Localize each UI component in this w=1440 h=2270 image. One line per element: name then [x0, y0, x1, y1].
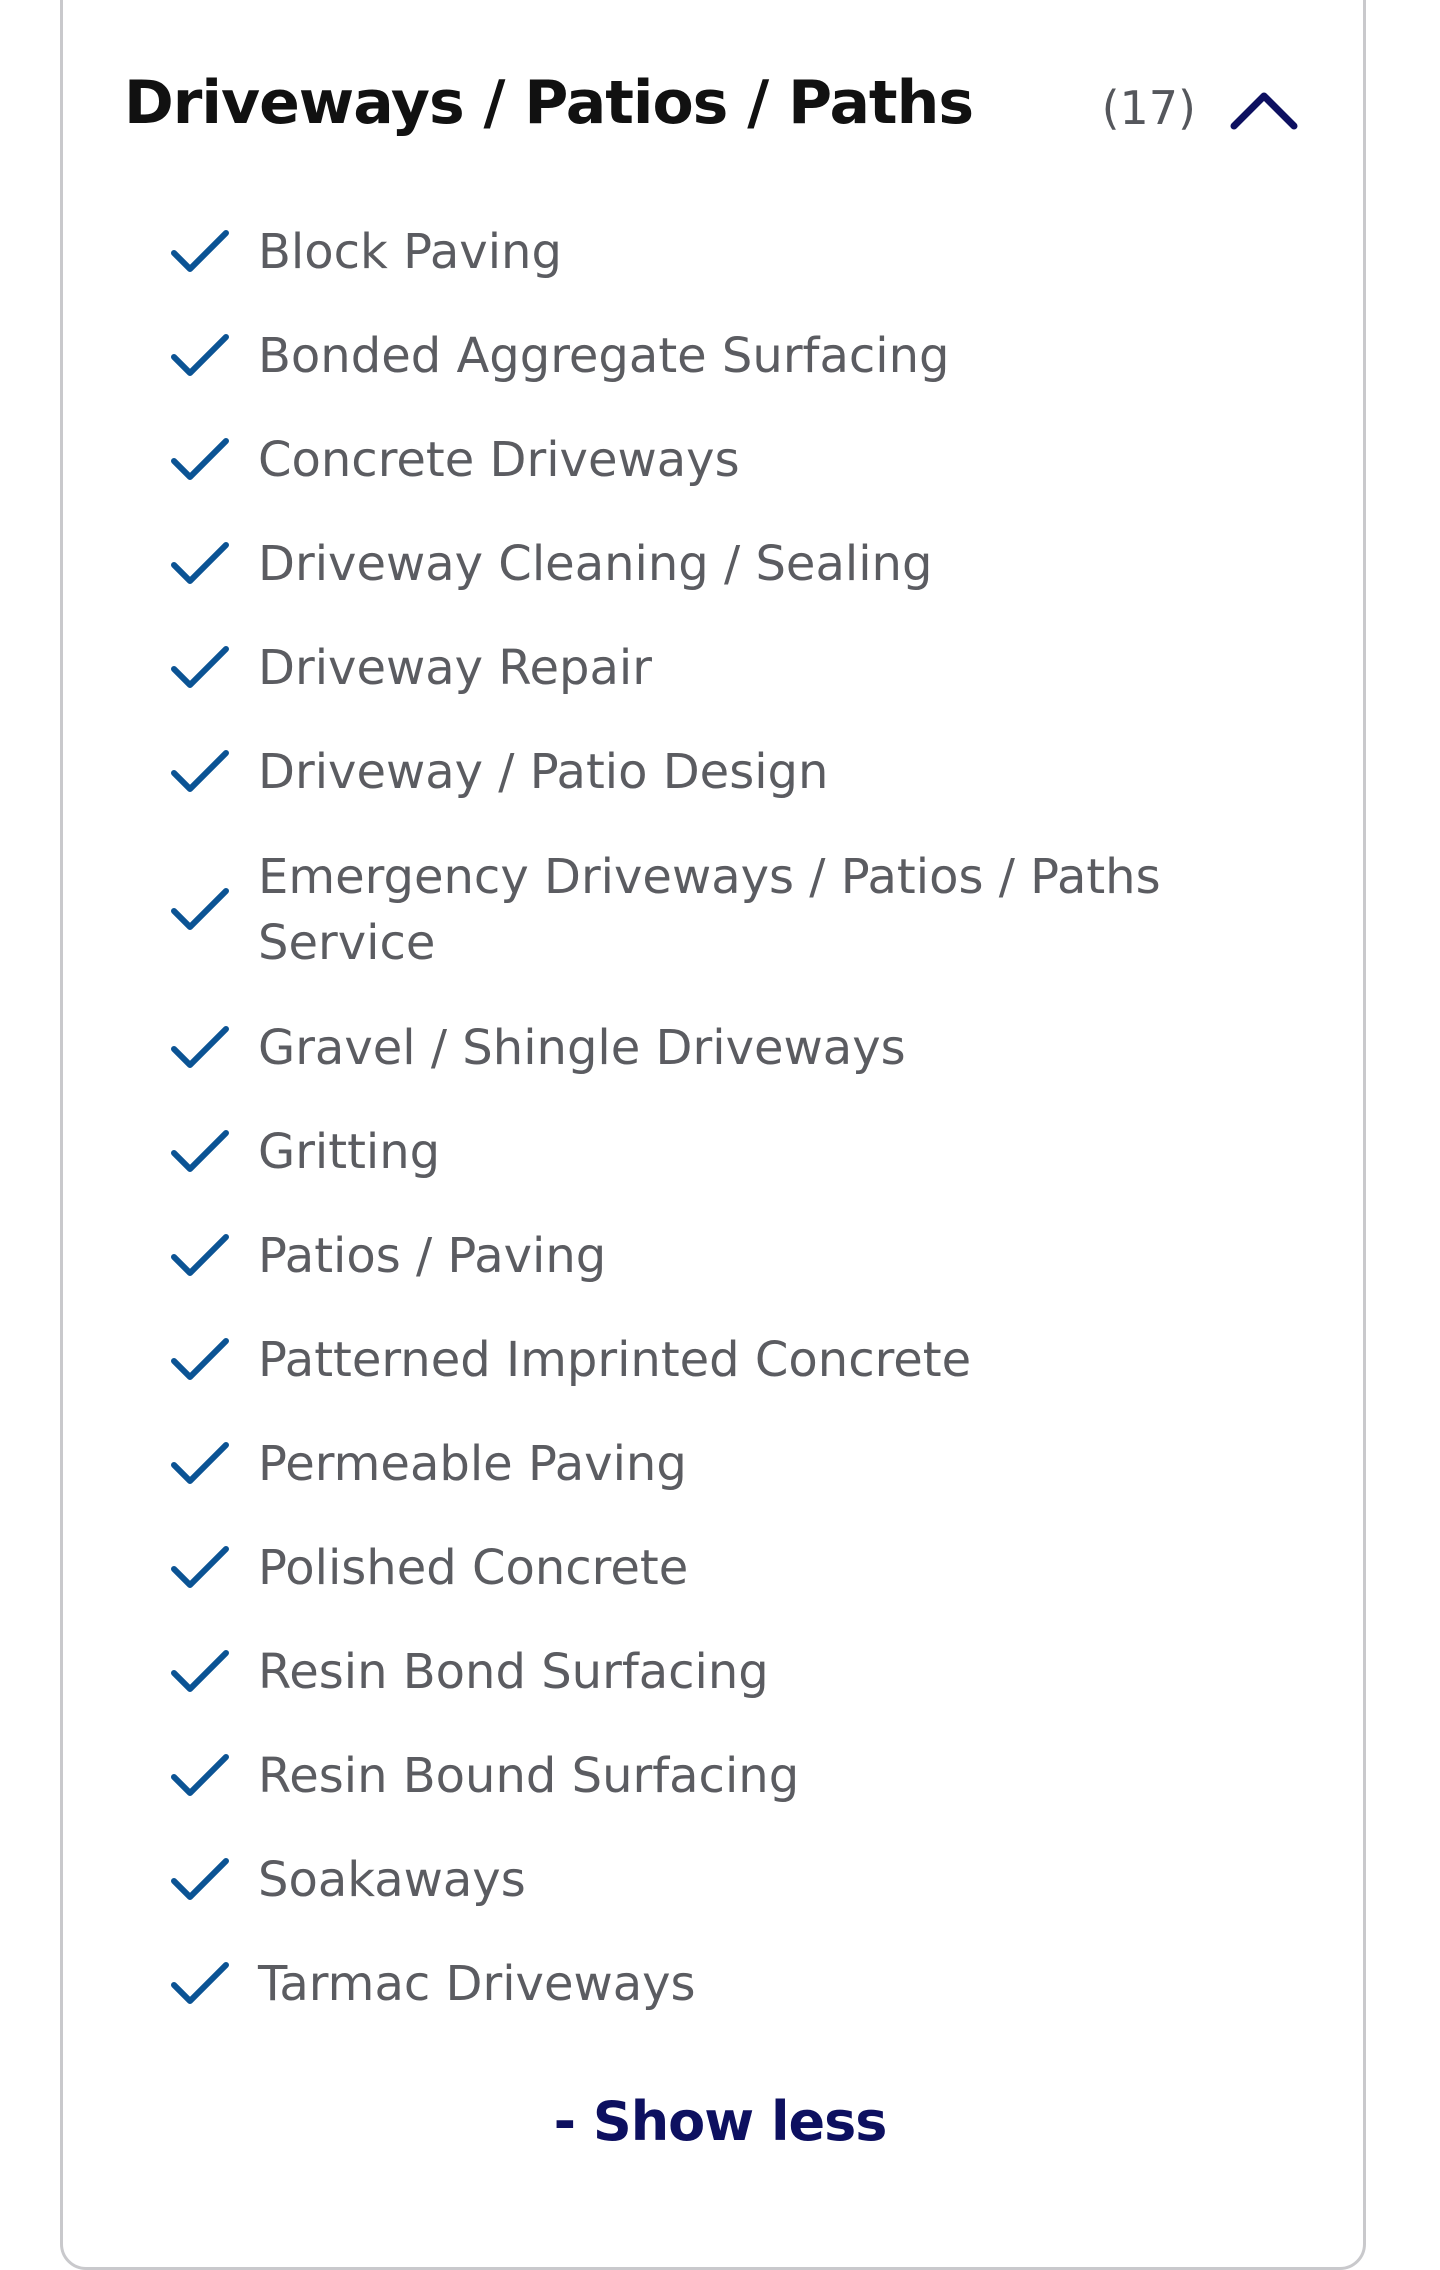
check-icon	[170, 1023, 230, 1073]
check-icon	[170, 1647, 230, 1697]
section-title: Driveways / Patios / Paths	[124, 68, 974, 138]
service-label: Emergency Driveways / Patios / Paths Service	[258, 849, 1161, 971]
chevron-up-icon	[1224, 76, 1304, 146]
service-label: Driveway Repair	[258, 640, 652, 696]
list-item	[170, 1516, 1270, 1620]
check-icon	[170, 331, 230, 381]
list-item	[170, 1724, 1270, 1828]
service-label: Tarmac Driveways	[258, 1956, 696, 2012]
list-item	[170, 1412, 1270, 1516]
service-label: Patterned Imprinted Concrete	[258, 1332, 972, 1388]
check-icon	[170, 1959, 230, 2009]
service-label: Polished Concrete	[258, 1540, 689, 1596]
service-label: Gritting	[258, 1124, 441, 1180]
check-icon	[170, 1751, 230, 1801]
list-item	[170, 1100, 1270, 1204]
list-item	[170, 1932, 1270, 2036]
service-label: Driveway Cleaning / Sealing	[258, 536, 933, 592]
service-label: Bonded Aggregate Surfacing	[258, 328, 950, 384]
check-icon	[170, 1127, 230, 1177]
check-icon	[170, 1543, 230, 1593]
service-label: Block Paving	[258, 224, 562, 280]
services-list	[170, 200, 1270, 2036]
list-item	[170, 408, 1270, 512]
collapse-button[interactable]	[1224, 76, 1304, 146]
list-item	[170, 1620, 1270, 1724]
section-header[interactable]	[124, 58, 1304, 148]
service-label: Driveway / Patio Design	[258, 744, 829, 800]
list-item	[170, 1828, 1270, 1932]
service-label: Permeable Paving	[258, 1436, 687, 1492]
check-icon	[170, 1335, 230, 1385]
service-label: Gravel / Shingle Driveways	[258, 1020, 906, 1076]
service-label: Soakaways	[258, 1852, 526, 1908]
service-label: Resin Bound Surfacing	[258, 1748, 800, 1804]
show-less-link[interactable]: - Show less	[553, 2090, 887, 2153]
check-icon	[170, 435, 230, 485]
list-item	[170, 824, 1270, 996]
list-item	[170, 720, 1270, 824]
check-icon	[170, 1231, 230, 1281]
item-count: (17)	[1101, 81, 1196, 135]
list-item	[170, 616, 1270, 720]
list-item	[170, 304, 1270, 408]
check-icon	[170, 747, 230, 797]
check-icon	[170, 539, 230, 589]
list-item	[170, 1308, 1270, 1412]
service-label: Patios / Paving	[258, 1228, 607, 1284]
check-icon	[170, 643, 230, 693]
list-item	[170, 512, 1270, 616]
service-label: Resin Bond Surfacing	[258, 1644, 769, 1700]
check-icon	[170, 1439, 230, 1489]
service-label: Concrete Driveways	[258, 432, 740, 488]
check-icon	[170, 885, 230, 935]
list-item	[170, 1204, 1270, 1308]
list-item	[170, 200, 1270, 304]
check-icon	[170, 227, 230, 277]
list-item	[170, 996, 1270, 1100]
check-icon	[170, 1855, 230, 1905]
